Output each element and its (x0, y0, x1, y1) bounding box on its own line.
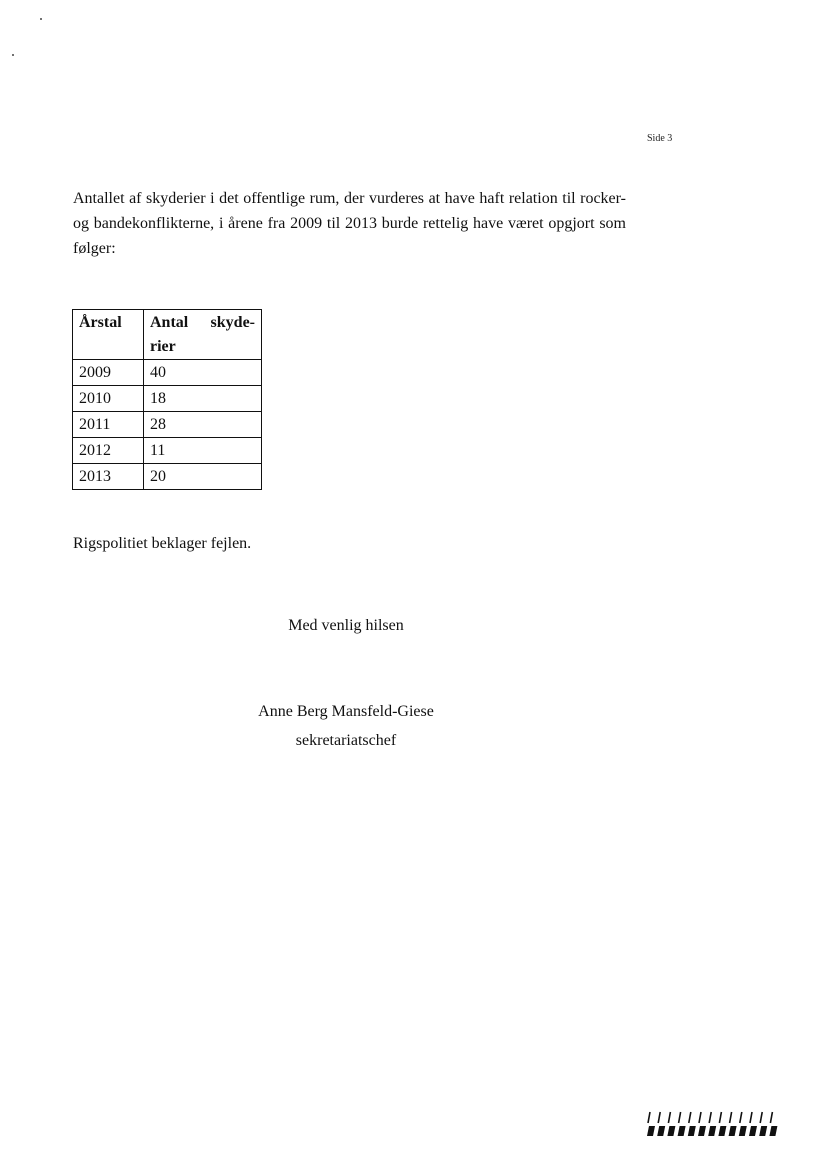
intro-paragraph: Antallet af skyderier i det offentlige rum, der vurderes at have haft relation til rocker- og bandekonflikterne, i årene fra 2009 til 2013 burde rettelig have været opgjort som følger: (73, 190, 626, 257)
barcode-bar (769, 1126, 777, 1136)
cell-count: 40 (144, 360, 262, 386)
cell-year: 2010 (73, 386, 144, 412)
cell-year: 2012 (73, 438, 144, 464)
barcode-stroke (679, 1112, 681, 1123)
cell-year: 2011 (73, 412, 144, 438)
table-row (73, 438, 262, 464)
barcode-stroke (668, 1112, 670, 1123)
table-row (73, 412, 262, 438)
cell-count: 28 (144, 412, 262, 438)
shootings-table (72, 309, 262, 490)
barcode-bar (729, 1126, 737, 1136)
table-header-row (73, 310, 262, 360)
scan-speck (40, 18, 42, 20)
cell-year: 2009 (73, 360, 144, 386)
barcode-bar (698, 1126, 706, 1136)
signatory-name: Anne Berg Mansfeld-Giese (258, 703, 434, 720)
barcode-bar (678, 1126, 686, 1136)
header-count: Antal skyde-rier (144, 310, 262, 360)
barcode-bar (759, 1126, 767, 1136)
table-row (73, 360, 262, 386)
header-year: Årstal (73, 310, 144, 360)
barcode-stroke (719, 1112, 721, 1123)
barcode-bar (688, 1126, 696, 1136)
barcode-stroke (709, 1112, 711, 1123)
barcode-bar (708, 1126, 716, 1136)
cell-year: 2013 (73, 464, 144, 490)
barcode-stroke (658, 1112, 660, 1123)
barcode-bar (718, 1126, 726, 1136)
barcode-stroke (699, 1112, 701, 1123)
barcode-bar (657, 1126, 665, 1136)
barcode-stroke (760, 1112, 762, 1123)
closing-greeting: Med venlig hilsen (288, 617, 404, 634)
barcode-stroke (689, 1112, 691, 1123)
barcode-stroke (750, 1112, 752, 1123)
barcode-graphic (645, 1111, 780, 1137)
cell-count: 18 (144, 386, 262, 412)
barcode-stroke (770, 1112, 772, 1123)
barcode-stroke (740, 1112, 742, 1123)
barcode-stroke (648, 1112, 650, 1123)
cell-count: 11 (144, 438, 262, 464)
table-row (73, 386, 262, 412)
cell-count: 20 (144, 464, 262, 490)
barcode-bar (647, 1126, 655, 1136)
barcode-bar (749, 1126, 757, 1136)
page-number: Side 3 (647, 133, 673, 144)
scan-speck (12, 54, 14, 56)
signatory-title: sekretariatschef (295, 732, 397, 749)
barcode-bar (667, 1126, 675, 1136)
apology-text: Rigspolitiet beklager fejlen. (73, 535, 252, 552)
table-row (73, 464, 262, 490)
barcode-stroke (730, 1112, 732, 1123)
barcode-bar (739, 1126, 747, 1136)
